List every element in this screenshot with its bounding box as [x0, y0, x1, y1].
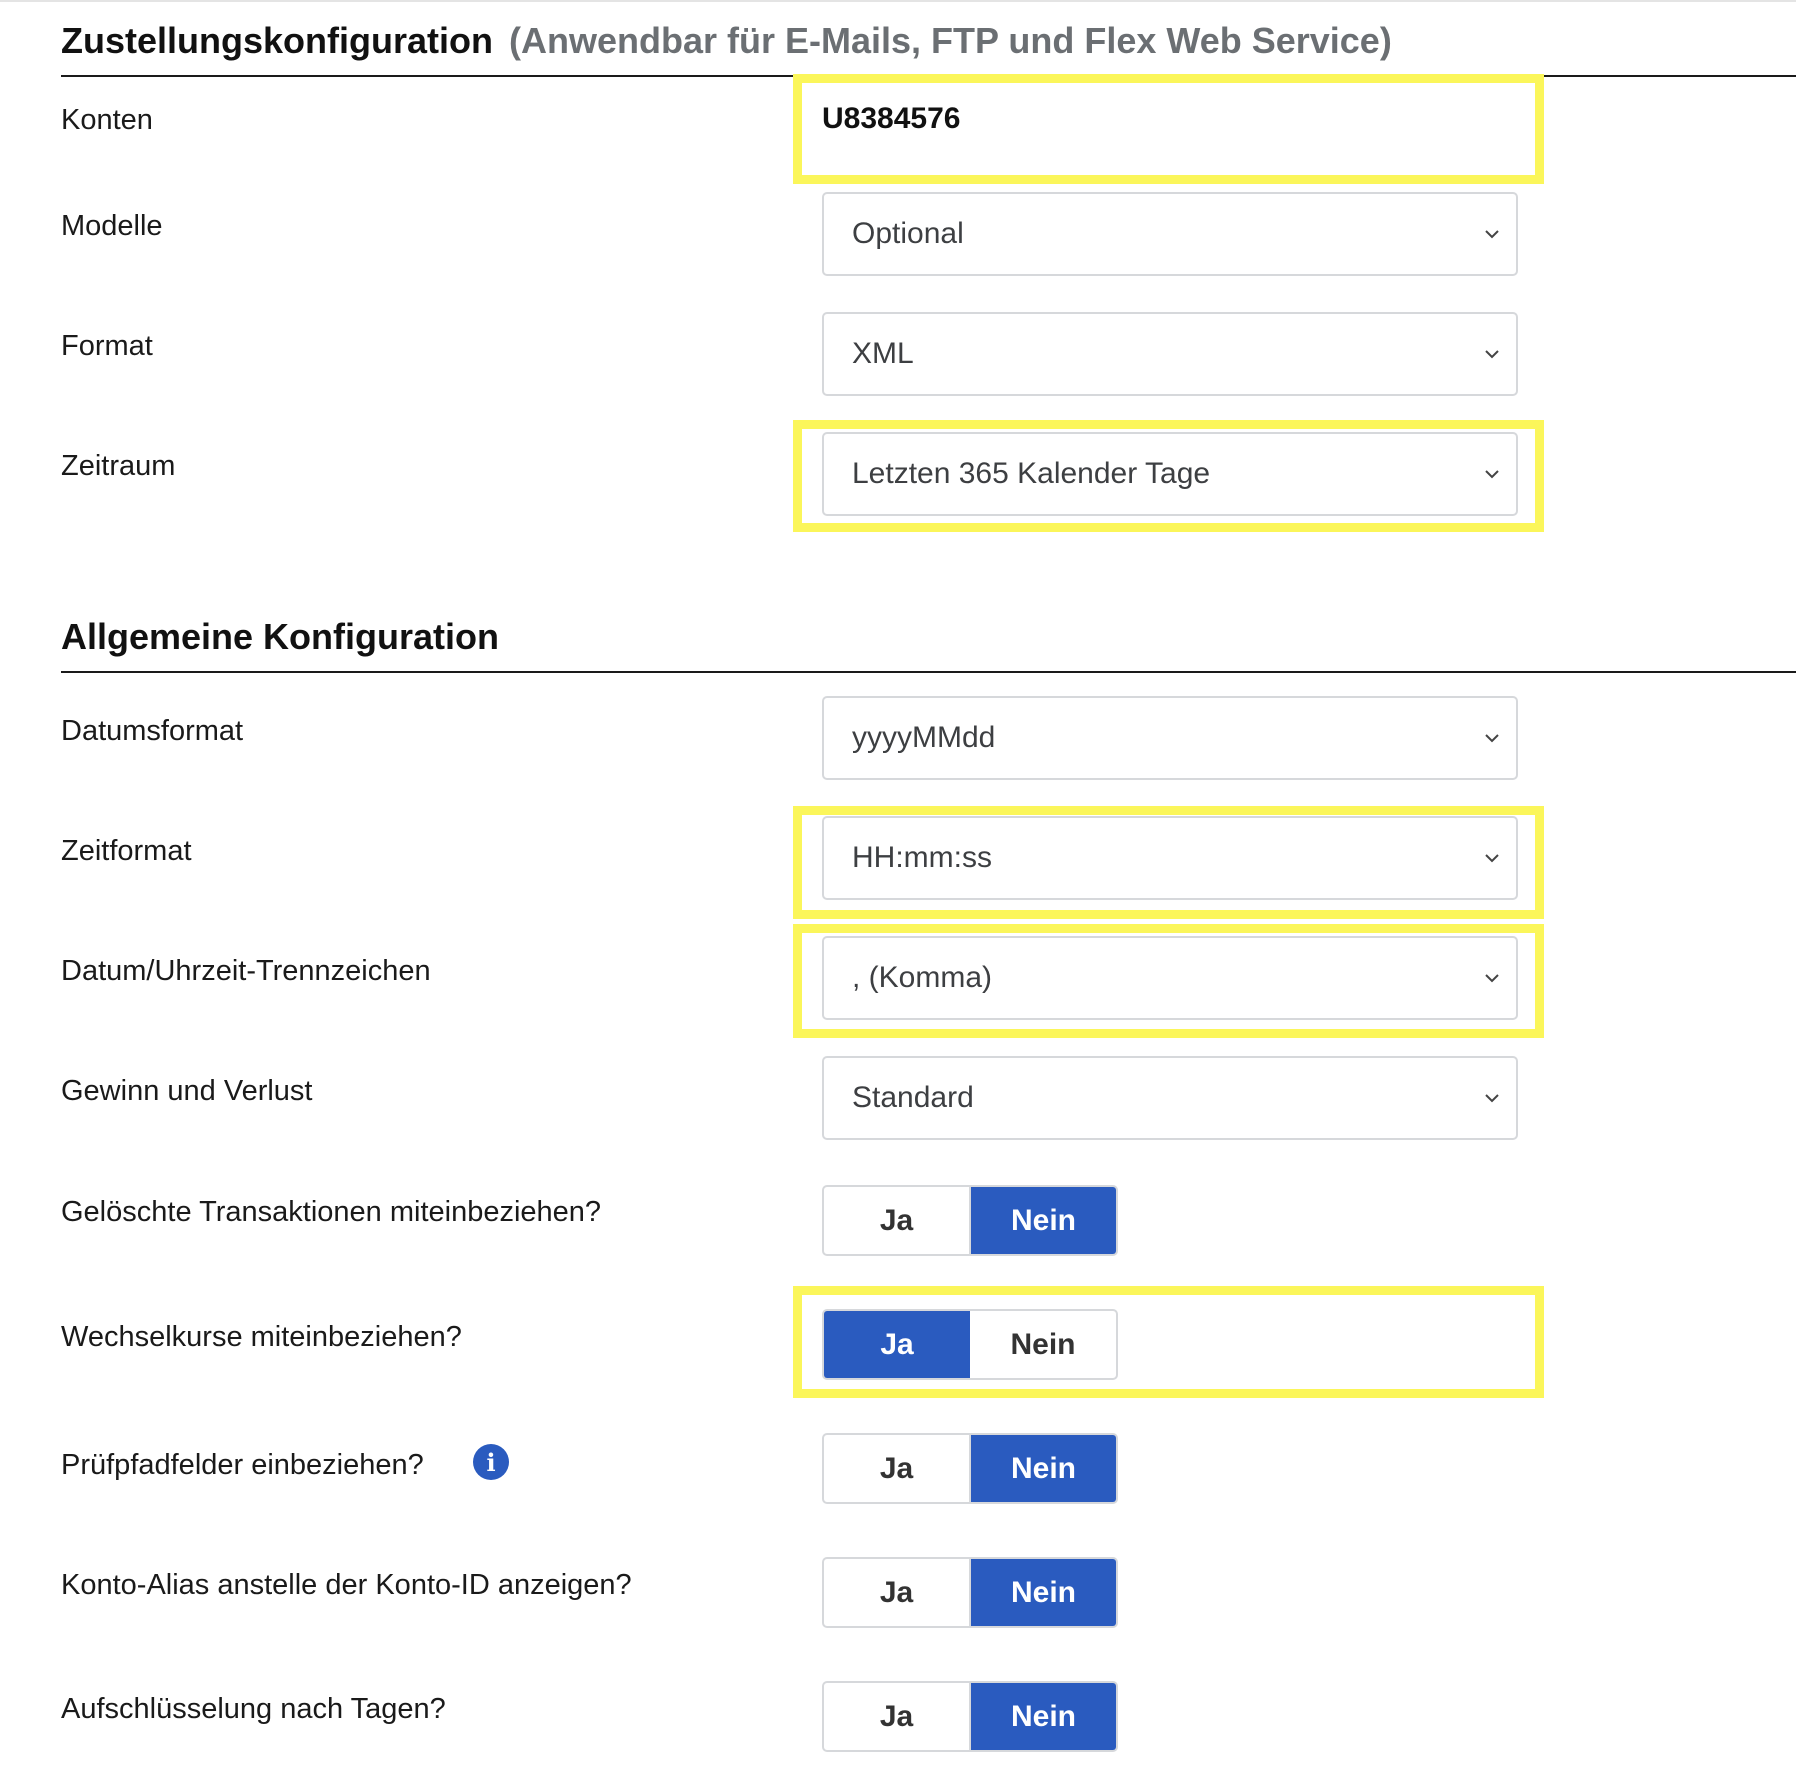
zeitraum-label: Zeitraum — [61, 450, 176, 482]
chevron-down-icon — [1482, 344, 1502, 364]
geloeschte-label: Gelöschte Transaktionen miteinbeziehen? — [61, 1196, 602, 1228]
trennzeichen-label: Datum/Uhrzeit-Trennzeichen — [61, 955, 431, 987]
modelle-select[interactable] — [822, 192, 1518, 276]
alias-toggle[interactable] — [822, 1557, 1118, 1628]
top-divider — [0, 0, 1796, 2]
pruefpfad-toggle[interactable] — [822, 1433, 1118, 1504]
wechselkurse-toggle[interactable] — [822, 1309, 1118, 1380]
modelle-select-value: Optional — [852, 217, 964, 250]
geloeschte-yes-option[interactable]: Ja — [824, 1187, 971, 1254]
info-icon[interactable]: i — [473, 1444, 509, 1480]
tage-label: Aufschlüsselung nach Tagen? — [61, 1693, 446, 1725]
chevron-down-icon — [1482, 728, 1502, 748]
wechselkurse-label: Wechselkurse miteinbeziehen? — [61, 1321, 462, 1353]
alias-yes-option[interactable]: Ja — [824, 1559, 971, 1626]
gewinn-select-value: Standard — [852, 1081, 974, 1114]
delivery-section-title — [61, 20, 1392, 62]
alias-label: Konto-Alias anstelle der Konto-ID anzeigen? — [61, 1569, 632, 1601]
datumsformat-label: Datumsformat — [61, 715, 244, 747]
konten-value: U8384576 — [822, 102, 961, 135]
zeitformat-select-value: HH:mm:ss — [852, 841, 992, 874]
zeitraum-select[interactable] — [822, 432, 1518, 516]
tage-toggle[interactable] — [822, 1681, 1118, 1752]
datumsformat-select-value: yyyyMMdd — [852, 721, 996, 754]
trennzeichen-select-value: , (Komma) — [852, 961, 993, 994]
wechselkurse-yes-option[interactable]: Ja — [824, 1311, 970, 1378]
delivery-subtitle: (Anwendbar für E-Mails, FTP und Flex Web Service) — [508, 20, 1392, 61]
modelle-label: Modelle — [61, 210, 163, 242]
format-select-value: XML — [852, 337, 914, 370]
pruefpfad-label: Prüfpfadfelder einbeziehen? — [61, 1449, 424, 1481]
datumsformat-select[interactable] — [822, 696, 1518, 780]
chevron-down-icon — [1482, 968, 1502, 988]
delivery-title: Zustellungskonfiguration — [61, 20, 493, 61]
pruefpfad-yes-option[interactable]: Ja — [824, 1435, 971, 1502]
general-section-rule — [61, 671, 1796, 673]
zeitraum-select-value: Letzten 365 Kalender Tage — [852, 457, 1211, 490]
tage-yes-option[interactable]: Ja — [824, 1683, 971, 1750]
format-select[interactable] — [822, 312, 1518, 396]
zeitformat-label: Zeitformat — [61, 835, 192, 867]
format-label: Format — [61, 330, 153, 362]
alias-no-option[interactable]: Nein — [971, 1559, 1116, 1626]
delivery-section-rule — [61, 75, 1796, 77]
gewinn-label: Gewinn und Verlust — [61, 1075, 313, 1107]
chevron-down-icon — [1482, 224, 1502, 244]
chevron-down-icon — [1482, 848, 1502, 868]
general-section-title: Allgemeine Konfiguration — [61, 616, 500, 657]
gewinn-select[interactable] — [822, 1056, 1518, 1140]
wechselkurse-no-option[interactable]: Nein — [1010, 1327, 1076, 1361]
konten-label: Konten — [61, 104, 153, 136]
zeitformat-select[interactable] — [822, 816, 1518, 900]
geloeschte-no-option[interactable]: Nein — [971, 1187, 1116, 1254]
chevron-down-icon — [1482, 1088, 1502, 1108]
pruefpfad-no-option[interactable]: Nein — [971, 1435, 1116, 1502]
geloeschte-toggle[interactable] — [822, 1185, 1118, 1256]
tage-no-option[interactable]: Nein — [971, 1683, 1116, 1750]
chevron-down-icon — [1482, 464, 1502, 484]
trennzeichen-select[interactable] — [822, 936, 1518, 1020]
